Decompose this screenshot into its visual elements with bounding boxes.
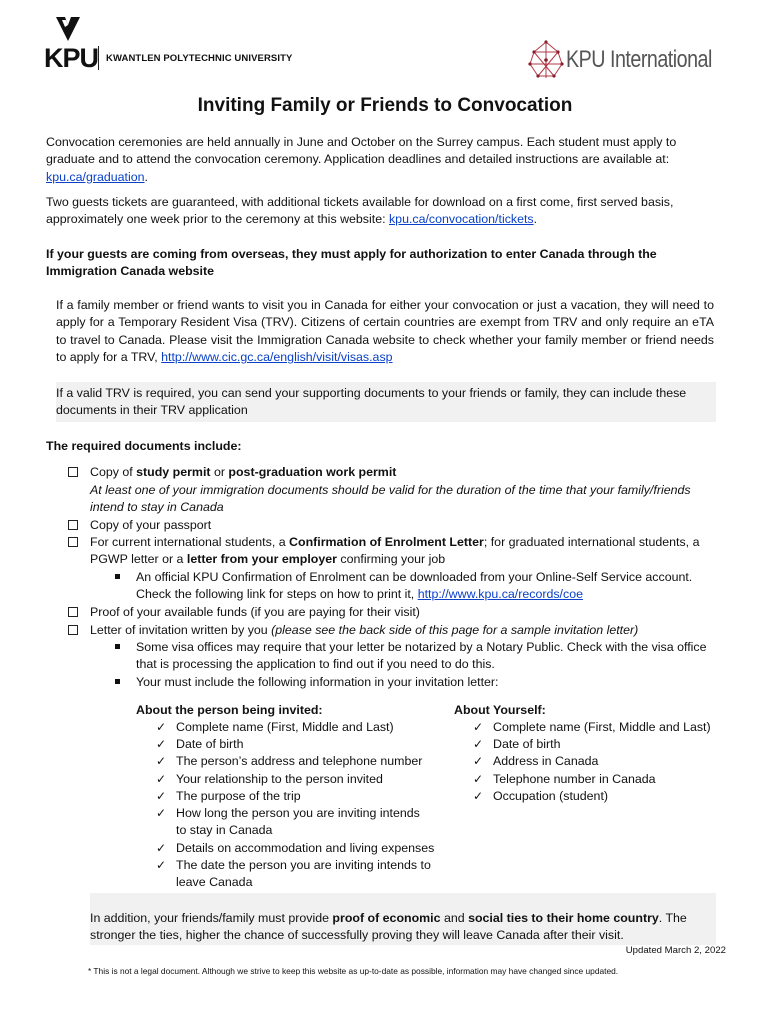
- yourself-item: Complete name (First, Middle and Last): [493, 720, 711, 734]
- kpu-mark-icon: [56, 17, 80, 41]
- check-icon: ✓: [473, 720, 484, 734]
- enrolment-sub-note-2: Check the following link for steps on how to print it, http://www.kpu.ca/records/coe: [136, 587, 583, 601]
- yourself-heading: About Yourself:: [454, 703, 546, 717]
- item-study-permit-note: At least one of your immigration documents should be valid for the duration of the time that your family/friends: [90, 483, 691, 497]
- checkbox-enrolment[interactable]: [68, 537, 78, 547]
- check-icon: ✓: [473, 737, 484, 751]
- logo-divider: [98, 46, 99, 70]
- check-icon: ✓: [156, 720, 167, 734]
- notary-note: Some visa offices may require that your letter be notarized by a Notary Public. Check with the visa office: [136, 640, 707, 654]
- intro-paragraph-2: Two guests tickets are guaranteed, with additional tickets available for download on a first come, first served basis, approximately one week prior to the ceremony at this website: kpu.ca/convocation/tickets.: [46, 195, 674, 227]
- overseas-heading: If your guests are coming from overseas, they must apply for authorization to enter Canada through the Immigration Canada website: [46, 247, 657, 279]
- graduation-link[interactable]: kpu.ca/graduation: [46, 169, 145, 184]
- check-icon: ✓: [473, 772, 484, 786]
- item-study-permit: Copy of study permit or post-graduation work permit: [90, 465, 397, 479]
- item-enrolment: For current international students, a Confirmation of Enrolment Letter; for graduated international students, a: [90, 535, 700, 549]
- tickets-link[interactable]: kpu.ca/convocation/tickets: [388, 212, 534, 227]
- check-icon: ✓: [156, 858, 167, 872]
- globe-network-icon: [528, 40, 564, 80]
- check-icon: ✓: [156, 806, 167, 820]
- bullet-icon: [115, 679, 120, 684]
- invited-item: Complete name (First, Middle and Last): [176, 720, 394, 734]
- checkbox-funds[interactable]: [68, 607, 78, 617]
- required-heading: The required documents include:: [46, 439, 242, 453]
- item-study-permit-note-2: intend to stay in Canada: [90, 500, 224, 514]
- check-icon: ✓: [473, 754, 484, 768]
- yourself-item: Occupation (student): [493, 789, 609, 803]
- trv-paragraph: If a family member or friend wants to visit you in Canada for either your convocation or just a vacation, they will need to apply for a Temporary Resident Visa (TRV). Citizens of certain countries are exempt from TRV and only require an eTA to travel to Canada. Please visit the Immigration Canada website to check whether your family member or friend needs to apply for a TRV, http://www.cic.gc.ca/english/visit/visas.asp: [56, 298, 714, 365]
- invited-item: Details on accommodation and living expenses: [176, 841, 435, 855]
- bullet-icon: [115, 644, 120, 649]
- invited-item: The purpose of the trip: [176, 789, 301, 803]
- intro-paragraph-1: Convocation ceremonies are held annually in June and October on the Surrey campus. Each student must apply to graduate and to attend the convocation ceremony. Application deadlines and detailed instructions are available at: kpu.ca/graduation.: [46, 135, 677, 184]
- check-icon: ✓: [156, 737, 167, 751]
- invited-item: How long the person you are inviting intends: [176, 806, 420, 820]
- enrolment-sub-note: An official KPU Confirmation of Enrolment can be downloaded from your Online-Self Service account.: [136, 570, 693, 584]
- trv-note-box: [56, 382, 716, 422]
- item-enrolment-line-2: PGWP letter or a letter from your employer confirming your job: [90, 552, 446, 566]
- notary-note-2: that is processing the application to find out if you need to do this.: [136, 657, 495, 671]
- cic-visas-link[interactable]: http://www.cic.gc.ca/english/visit/visas.asp: [161, 350, 393, 365]
- yourself-item: Telephone number in Canada: [493, 772, 656, 786]
- checkbox-study-permit[interactable]: [68, 467, 78, 477]
- check-icon: ✓: [156, 789, 167, 803]
- invited-item: Date of birth: [176, 737, 244, 751]
- bullet-icon: [115, 574, 120, 579]
- check-icon: ✓: [156, 841, 167, 855]
- closing-text: In addition, your friends/family must provide proof of economic and social ties to their home country. The: [90, 911, 687, 925]
- check-icon: ✓: [156, 754, 167, 768]
- invited-item-cont: leave Canada: [176, 875, 253, 889]
- yourself-item: Address in Canada: [493, 754, 599, 768]
- kpu-international-name: KPU International: [566, 46, 712, 73]
- letter-info-note: Your must include the following information in your invitation letter:: [136, 675, 499, 689]
- invited-item: The date the person you are inviting intends to: [176, 858, 431, 872]
- item-invitation-letter: Letter of invitation written by you (please see the back side of this page for a sample invitation letter): [90, 623, 639, 637]
- item-funds: Proof of your available funds (if you are paying for their visit): [90, 605, 420, 619]
- invited-item: Your relationship to the person invited: [176, 772, 383, 786]
- yourself-item: Date of birth: [493, 737, 561, 751]
- updated-date: Updated March 2, 2022: [625, 945, 726, 956]
- checkbox-invitation-letter[interactable]: [68, 625, 78, 635]
- records-coe-link[interactable]: http://www.kpu.ca/records/coe: [417, 587, 583, 601]
- invited-item-cont: to stay in Canada: [176, 823, 273, 837]
- disclaimer: * This is not a legal document. Although we strive to keep this website as up-to-date as possible, information may have changed since updated.: [88, 966, 619, 976]
- page-title: Inviting Family or Friends to Convocation: [197, 95, 573, 116]
- invited-heading: About the person being invited:: [136, 703, 323, 717]
- check-icon: ✓: [156, 772, 167, 786]
- item-passport: Copy of your passport: [90, 518, 212, 532]
- invited-item: The person’s address and telephone number: [176, 754, 423, 768]
- kpu-logo-text: KPU: [44, 43, 99, 73]
- trv-note: If a valid TRV is required, you can send your supporting documents to your friends or family, they can include these documents in their TRV application: [56, 386, 687, 418]
- check-icon: ✓: [473, 789, 484, 803]
- closing-text-2: stronger the ties, higher the chance of successfully proving they will leave Canada after their visit.: [90, 928, 624, 942]
- university-name: KWANTLEN POLYTECHNIC UNIVERSITY: [106, 53, 293, 64]
- checkbox-passport[interactable]: [68, 520, 78, 530]
